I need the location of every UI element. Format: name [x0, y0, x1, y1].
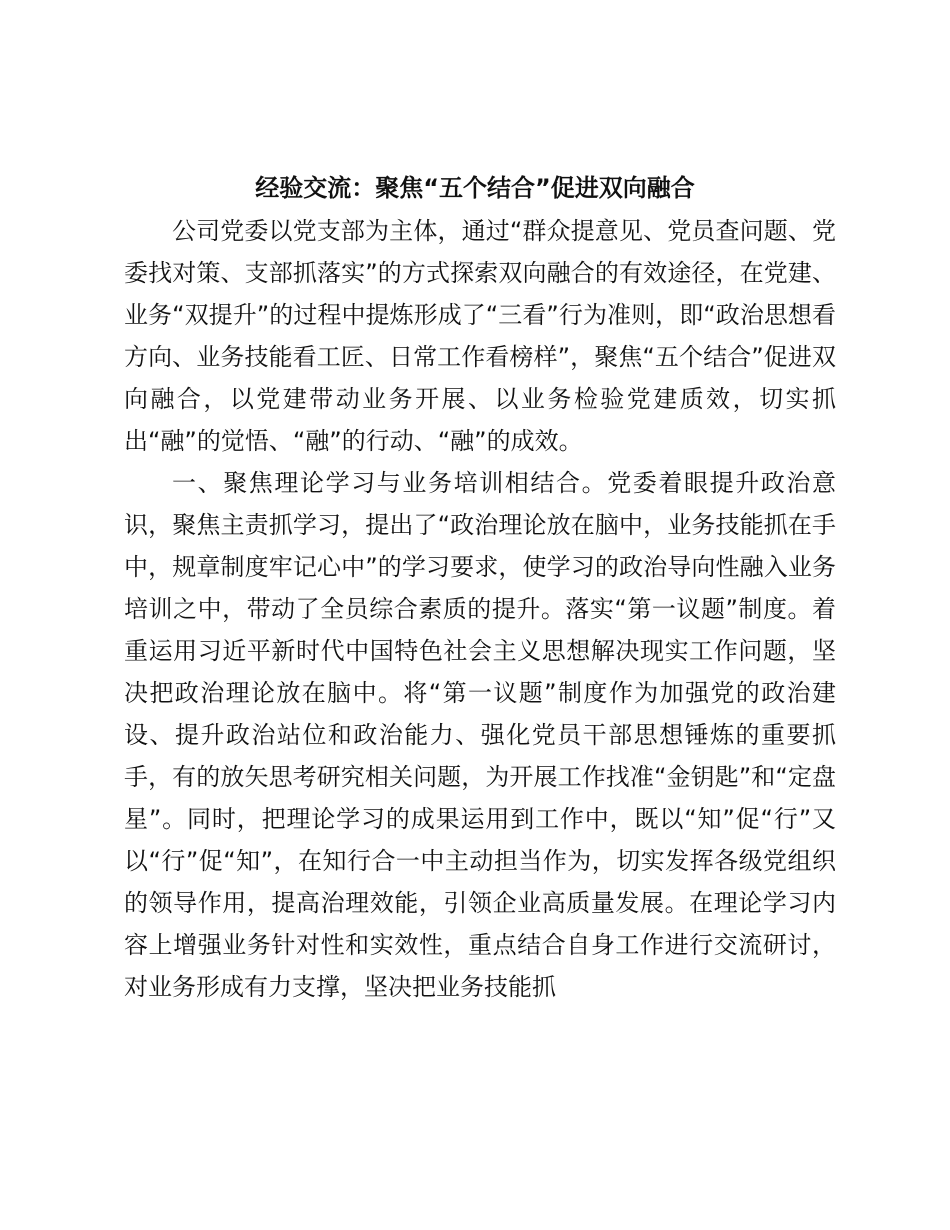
document-body [124, 210, 836, 1008]
paragraph-intro: 公司党委以党支部为主体，通过“群众提意见、党员查问题、党委找对策、支部抓落实”的方式探索双向融合的有效途径，在党建、业务“双提升”的过程中提炼形成了“三看”行为准则，即“政治思想看方向、业务技能看工匠、日常工作看榜样”，聚焦“五个结合”促进双向融合，以党建带动业务开展、以业务检验党建质效，切实抓出“融”的觉悟、“融”的行动、“融”的成效。 [124, 217, 836, 455]
paragraph-section-one: 一、聚焦理论学习与业务培训相结合。党委着眼提升政治意识，聚焦主责抓学习，提出了“政治理论放在脑中，业务技能抓在手中，规章制度牢记心中”的学习要求，使学习的政治导向性融入业务培训之中，带动了全员综合素质的提升。落实“第一议题”制度。着重运用习近平新时代中国特色社会主义思想解决现实工作问题，坚决把政治理论放在脑中。将“第一议题”制度作为加强党的政治建设、提升政治站位和政治能力、强化党员干部思想锤炼的重要抓手，有的放矢思考研究相关问题，为开展工作找准“金钥匙”和“定盘星”。同时，把理论学习的成果运用到工作中，既以“知”促“行”又以“行”促“知”，在知行合一中主动担当作为，切实发挥各级党组织的领导作用，提高治理效能，引领企业高质量发展。在理论学习内容上增强业务针对性和实效性，重点结合自身工作进行交流研讨，对业务形成有力支撑，坚决把业务技能抓 [124, 469, 836, 1001]
document-title: 经验交流：聚焦“五个结合”促进双向融合 [255, 174, 695, 202]
